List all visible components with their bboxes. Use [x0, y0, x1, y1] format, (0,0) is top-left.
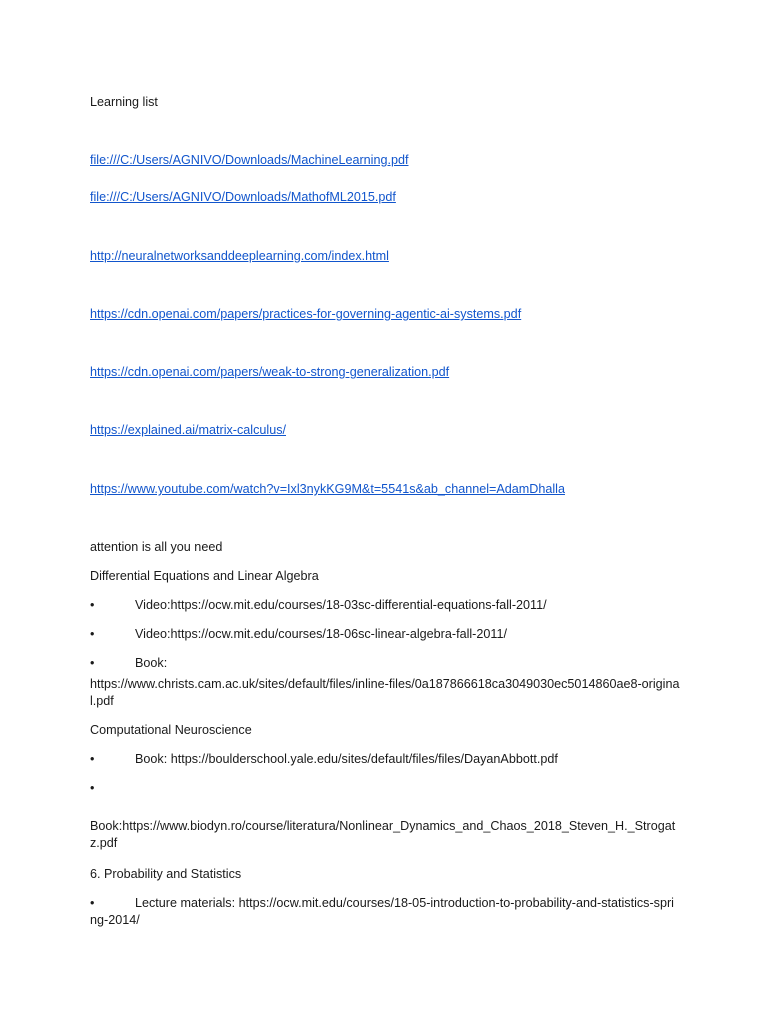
link-machine-learning-pdf[interactable]: file:///C:/Users/AGNIVO/Downloads/MachineLearning.pdf — [90, 153, 409, 167]
section-heading-comp-neuro: Computational Neuroscience — [90, 723, 252, 737]
bullet-glyph: • — [90, 598, 95, 612]
section-heading-diffeq-linalg: Differential Equations and Linear Algebra — [90, 569, 319, 583]
link-weak-to-strong-paper[interactable]: https://cdn.openai.com/papers/weak-to-strong-generalization.pdf — [90, 365, 450, 379]
list-item — [90, 895, 680, 929]
list-item-text: Book: https://boulderschool.yale.edu/sites/default/files/files/DayanAbbott.pdf — [135, 752, 558, 766]
attention-note: attention is all you need — [90, 540, 223, 554]
list-item — [90, 751, 690, 768]
bullet-glyph: • — [90, 781, 95, 795]
list-item — [90, 780, 690, 797]
link-neural-networks-book[interactable]: http://neuralnetworksanddeeplearning.com/index.html — [90, 249, 389, 263]
bullet-glyph: • — [90, 627, 95, 641]
link-youtube-video[interactable]: https://www.youtube.com/watch?v=Ixl3nykKG9M&t=5541s&ab_channel=AdamDhalla — [90, 482, 565, 496]
document-title: Learning list — [90, 95, 158, 109]
list-item-text: Video:https://ocw.mit.edu/courses/18-03sc-differential-equations-fall-2011/ — [135, 598, 547, 612]
link-agentic-ai-paper[interactable]: https://cdn.openai.com/papers/practices-for-governing-agentic-ai-systems.pdf — [90, 307, 522, 321]
book-url-christs: https://www.christs.cam.ac.uk/sites/default/files/inline-files/0a187866618ca3049030ec5014860ae8-original.pdf — [90, 677, 680, 708]
bullet-glyph: • — [90, 752, 95, 766]
link-math-of-ml-pdf[interactable]: file:///C:/Users/AGNIVO/Downloads/MathofML2015.pdf — [90, 190, 396, 204]
list-item — [90, 655, 690, 672]
list-item — [90, 626, 690, 643]
section-heading-probability: 6. Probability and Statistics — [90, 867, 242, 881]
bullet-glyph: • — [90, 896, 95, 910]
list-item-text: Lecture materials: https://ocw.mit.edu/courses/18-05-introduction-to-probability-and-statistics-spring-2014/ — [90, 896, 674, 927]
list-item-text: Book: — [135, 656, 168, 670]
bullet-glyph: • — [90, 656, 95, 670]
list-item-text: Video:https://ocw.mit.edu/courses/18-06sc-linear-algebra-fall-2011/ — [135, 627, 507, 641]
list-item — [90, 597, 690, 614]
book-url-strogatz: Book:https://www.biodyn.ro/course/literatura/Nonlinear_Dynamics_and_Chaos_2018_Steven_H._Strogatz.pdf — [90, 819, 676, 850]
link-matrix-calculus[interactable]: https://explained.ai/matrix-calculus/ — [90, 423, 286, 437]
